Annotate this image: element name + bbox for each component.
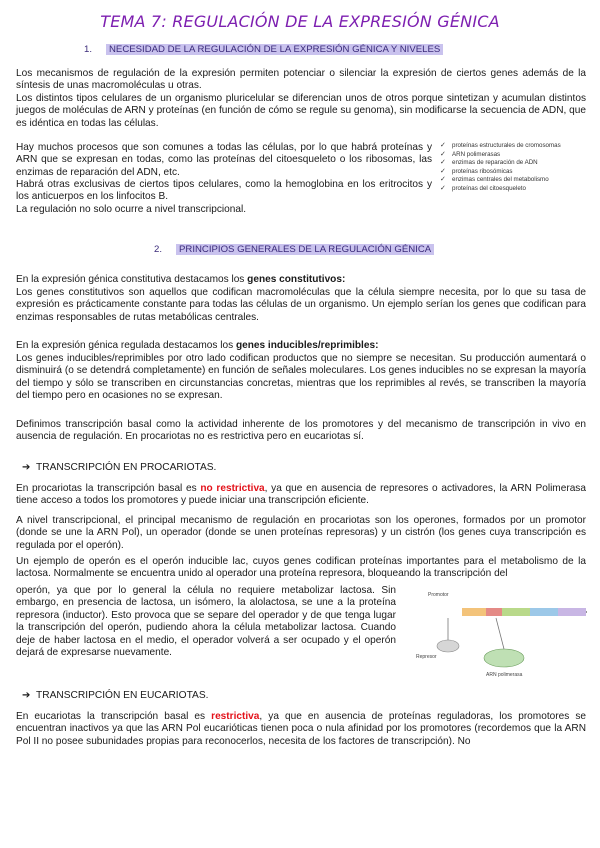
subheading-prokaryotes-text: TRANSCRIPCIÓN EN PROCARIOTAS. [36,462,217,473]
check-icon: ✓ [440,176,446,184]
term-constitutive-genes: genes constitutivos: [247,274,346,285]
gene-box [530,608,558,616]
checklist-item: ✓ enzimas de reparación de ADN [440,159,538,167]
paragraph-cell-types: Los distintos tipos celulares de un organismo pluricelular se diferencian unos de otros porque sintetizan y acumulan distintos juegos de moléculas de ARN y proteínas (en función de cómo se regule su genoma), sin modificarse la secuencia de ADN, que es idéntica en todas las células. [16,93,586,129]
subheading-eukaryotes [22,689,208,702]
checklist-item: ✓ proteínas del citoesqueleto [440,184,526,192]
checklist-item: ✓ proteínas estructurales de cromosomas [440,142,561,149]
operator-box [486,608,502,616]
paragraph-prokaryote-basal: En procariotas la transcripción basal es no restrictiva, ya que en ausencia de represores o activadores, la ARN Polimerasa tiene acceso a todos los promotores y puede iniciar una transcripción eficiente. [16,483,586,507]
term-inducible-genes: genes inducibles/reprimibles: [235,340,379,351]
paragraph-exclusive-proteins: Habrá otras exclusivas de ciertos tipos celulares, como la hemoglobina en los eritrocitos y los anticuerpos en los linfocitos B. [16,179,432,203]
checklist-item: ✓ ARN polimerasas [440,150,501,158]
diagram-label-left: Represor [416,654,437,660]
section-1-title: NECESIDAD DE LA REGULACIÓN DE LA EXPRESIÓN GÉNICA Y NIVELES [106,44,443,55]
polymerase-ellipse [484,649,524,667]
subheading-prokaryotes [22,461,216,474]
lac-operon-diagram [412,584,592,684]
paragraph-common-processes: Hay muchos procesos que son comunes a todas las células, por lo que habrá proteínas y ARN que se expresan en todas, como las proteínas del citoesqueleto o los ribosomas, las enzimas de reparación del ADN, etc. [16,142,432,178]
checklist-item: ✓ enzimas centrales del metabolismo [440,176,549,184]
check-icon: ✓ [440,150,446,158]
arrow-icon: ➔ [22,690,31,701]
section-1-number: 1. [84,44,93,55]
paragraph-regulated-intro: En la expresión génica regulada destacamos los genes inducibles/reprimibles: [16,340,379,351]
paragraph-inducible-genes: Los genes inducibles/reprimibles por otro lado codifican productos que no siempre se necesitan. Su producción aumentará o disminuirá (o se detendrá completamente) en función de señales moleculares. Los genes inducibles no se expresan la mayoría del tiempo y sólo se transcriben en circunstancias concretas, mientras que los reprimibles al revés, se transcriben la mayoría del tiempo pero en ocasiones no se expresan. [16,353,586,402]
paragraph-lac-induction: operón, ya que por lo general la célula no requiere metabolizar lactosa. Sin embargo, en presencia de lactosa, un isómero, la alolactosa, se une a la proteína represora (inductor). Esto provoca que se separe del operador y de que tenga lugar la transcripción del operón, pudiendo ahora la célula metabolizar lactosa. Cuando deje de haber lactosa en el medio, el operador volverá a ser ocupado y el operón dejará de expresarse nuevamente. [16,585,396,659]
paragraph-lac-operon: Un ejemplo de operón es el operón inducible lac, cuyos genes codifican proteínas importantes para el metabolismo de la lactosa. Normalmente se encuentra unido al operador una proteína represora, bloqueando la transcripción del [16,556,586,580]
diagram-label-top: Promotor [428,592,449,598]
paragraph-regulation-intro: Los mecanismos de regulación de la expresión permiten potenciar o silenciar la expresión de ciertos genes además de la síntesis de unas macromoléculas u otras. [16,68,586,92]
check-icon: ✓ [440,167,446,175]
highlight-no-restrictiva: no restrictiva [200,483,265,494]
paragraph-eukaryote-basal: En eucariotas la transcripción basal es restrictiva, ya que en ausencia de proteínas reguladoras, los promotores se encuentran inactivos ya que las ARN Pol eucarióticas tienen poca o nula afinidad por los promotores (recordemos que la ARN Pol II no posee subunidades propias para reconocerlos, necesita de los factores de transcripción). No [16,711,586,747]
gene-box [502,608,530,616]
housekeeping-checklist [440,142,595,194]
diagram-background [412,584,592,684]
section-2-title: PRINCIPIOS GENERALES DE LA REGULACIÓN GÉNICA [176,244,434,255]
repressor-protein [437,640,459,652]
gene-box [558,608,586,616]
check-icon: ✓ [440,142,446,149]
section-1-heading [84,42,443,57]
paragraph-constitutive-genes: Los genes constitutivos son aquellos que codifican macromoléculas que la célula siempre necesita, por lo que su tasa de expresión es prácticamente constante para todas las células de un organismo. Un ejemplo serían los genes que codifican para enzimas responsables de rutas metabólicas centrales. [16,287,586,323]
section-2-heading [154,242,434,257]
paragraph-operons: A nivel transcripcional, el principal mecanismo de regulación en procariotas son los operones, formados por un promotor (donde se une la ARN Pol), un operador (donde se unen proteínas represoras) y un cistrón (los genes cuya transcripción es regulada por el operón). [16,515,586,551]
highlight-restrictiva: restrictiva [211,711,260,722]
paragraph-constitutive-intro: En la expresión génica constitutiva destacamos los genes constitutivos: [16,274,346,285]
check-icon: ✓ [440,184,446,192]
page-title: TEMA 7: REGULACIÓN DE LA EXPRESIÓN GÉNICA [100,12,500,31]
arrow-icon: ➔ [22,462,31,473]
checklist-item: ✓ proteínas ribosómicas [440,167,513,175]
paragraph-regulation-levels: La regulación no solo ocurre a nivel transcripcional. [16,204,247,215]
diagram-label-bottom: ARN polimerasa [486,672,523,678]
section-2-number: 2. [154,244,163,255]
subheading-eukaryotes-text: TRANSCRIPCIÓN EN EUCARIOTAS. [36,690,209,701]
promoter-box [462,608,486,616]
check-icon: ✓ [440,159,446,167]
paragraph-basal-transcription: Definimos transcripción basal como la actividad inherente de los promotores y del mecanismo de transcripción in vivo en ausencia de regulación. En procariotas no es restrictiva pero en eucariotas sí. [16,419,586,443]
